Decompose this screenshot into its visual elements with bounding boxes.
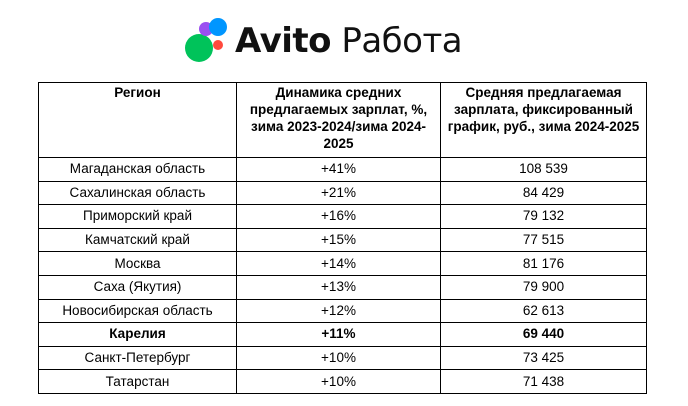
avito-dots-icon xyxy=(185,18,233,64)
table-header-row xyxy=(39,83,647,158)
change-cell: +41% xyxy=(237,158,441,182)
change-cell: +12% xyxy=(237,299,441,323)
logo-brand: Avito xyxy=(235,21,332,61)
change-cell: +13% xyxy=(237,275,441,299)
table-row xyxy=(39,252,647,276)
red-dot xyxy=(213,40,223,50)
change-cell: +16% xyxy=(237,205,441,229)
salary-cell: 81 176 xyxy=(441,252,647,276)
logo-product: Работа xyxy=(341,21,463,61)
blue-dot xyxy=(209,18,227,36)
logo-text xyxy=(235,18,462,64)
avito-rabota-logo xyxy=(185,18,462,64)
region-cell: Саха (Якутия) xyxy=(39,275,237,299)
header-change: Динамика средних предлагаемых зарплат, %, зима 2023-2024/зима 2024-2025 xyxy=(237,83,441,158)
salary-table xyxy=(38,82,647,394)
table-row xyxy=(39,299,647,323)
salary-cell: 79 132 xyxy=(441,205,647,229)
salary-cell: 84 429 xyxy=(441,181,647,205)
table-row xyxy=(39,275,647,299)
table-body xyxy=(39,158,647,394)
green-dot xyxy=(185,34,213,62)
salary-cell: 71 438 xyxy=(441,370,647,394)
change-cell: +10% xyxy=(237,370,441,394)
salary-cell: 62 613 xyxy=(441,299,647,323)
table-row xyxy=(39,181,647,205)
salary-cell: 69 440 xyxy=(441,323,647,347)
table-row xyxy=(39,158,647,182)
region-cell: Магаданская область xyxy=(39,158,237,182)
table-row xyxy=(39,205,647,229)
region-cell: Татарстан xyxy=(39,370,237,394)
salary-cell: 77 515 xyxy=(441,228,647,252)
region-cell: Новосибирская область xyxy=(39,299,237,323)
salary-cell: 108 539 xyxy=(441,158,647,182)
change-cell: +15% xyxy=(237,228,441,252)
change-cell: +21% xyxy=(237,181,441,205)
salary-cell: 73 425 xyxy=(441,346,647,370)
table-row xyxy=(39,346,647,370)
region-cell: Приморский край xyxy=(39,205,237,229)
region-cell: Сахалинская область xyxy=(39,181,237,205)
region-cell: Москва xyxy=(39,252,237,276)
change-cell: +14% xyxy=(237,252,441,276)
header-region: Регион xyxy=(39,83,237,158)
table-row xyxy=(39,228,647,252)
region-cell: Карелия xyxy=(39,323,237,347)
salary-cell: 79 900 xyxy=(441,275,647,299)
table-row xyxy=(39,370,647,394)
region-cell: Санкт-Петербург xyxy=(39,346,237,370)
change-cell: +10% xyxy=(237,346,441,370)
change-cell: +11% xyxy=(237,323,441,347)
header-salary: Средняя предлагаемая зарплата, фиксированный график, руб., зима 2024-2025 xyxy=(441,83,647,158)
region-cell: Камчатский край xyxy=(39,228,237,252)
table-row xyxy=(39,323,647,347)
